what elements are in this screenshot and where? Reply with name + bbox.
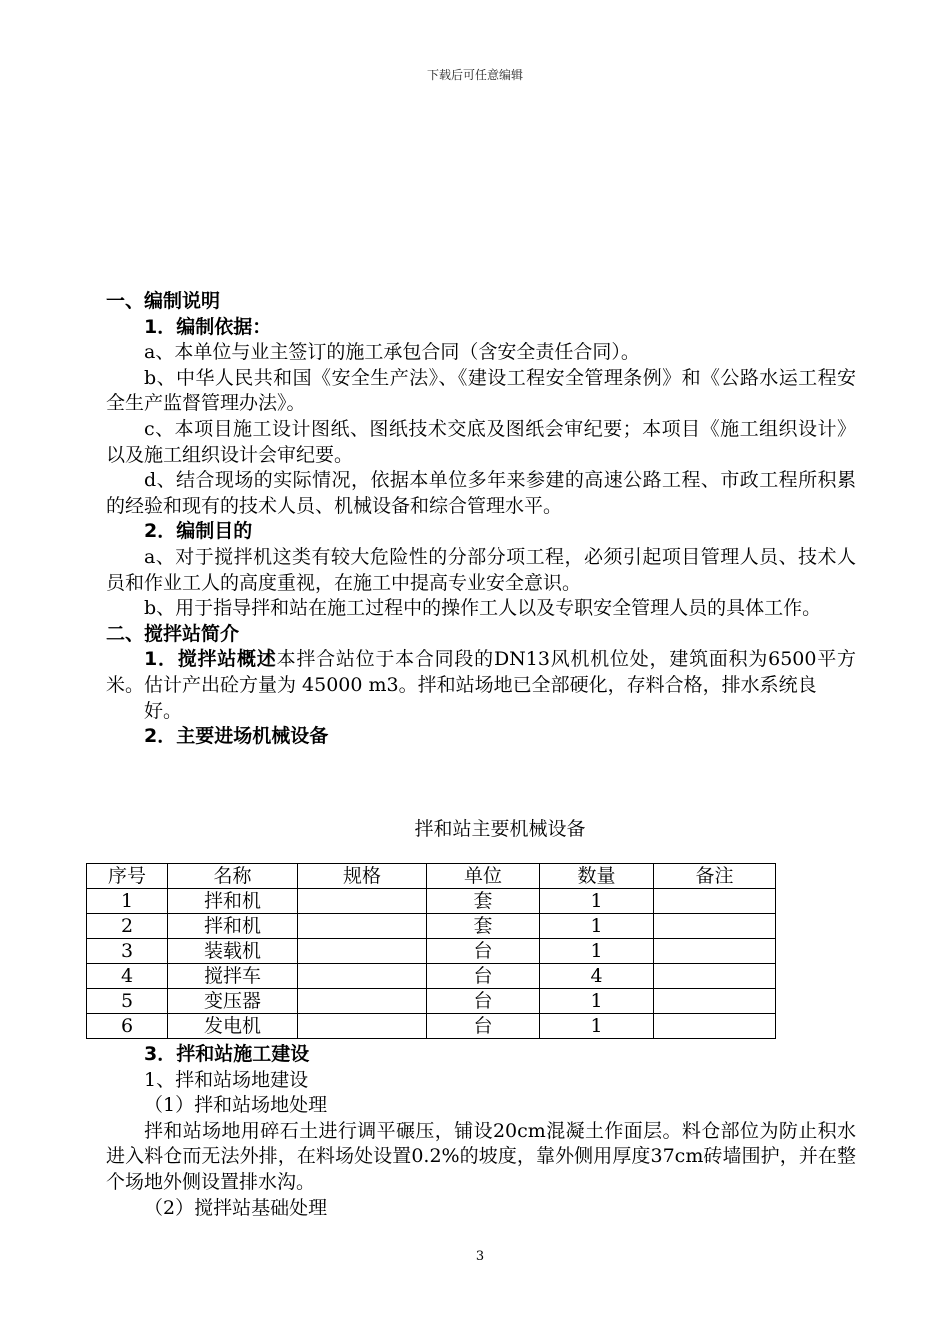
- paragraph: c、本项目施工设计图纸、图纸技术交底及图纸会审纪要；本项目《施工组织设计》以及施工组织设计会审纪要。: [106, 417, 856, 466]
- paragraph: a、对于搅拌机这类有较大危险性的分部分项工程，必须引起项目管理人员、技术人员和作业工人的高度重视，在施工中提高专业安全意识。: [106, 545, 856, 594]
- table-caption: 拌和站主要机械设备: [414, 818, 586, 840]
- table-cell: 2: [87, 914, 168, 939]
- table-cell: 名称: [168, 864, 298, 889]
- table-cell: 3: [87, 939, 168, 964]
- table-cell: 套: [427, 889, 540, 914]
- table-row: [87, 939, 776, 964]
- section-title: 二、搅拌站简介: [106, 622, 240, 645]
- table-cell: 变压器: [168, 989, 298, 1014]
- paragraph: [106, 647, 856, 698]
- table-cell: 台: [427, 1014, 540, 1039]
- table-cell: 规格: [298, 864, 427, 889]
- document-body-continued: [106, 1042, 856, 1221]
- table-cell: 拌和机: [168, 889, 298, 914]
- table-cell: [298, 1014, 427, 1039]
- paragraph: b、中华人民共和国《安全生产法》、《建设工程安全管理条例》和《公路水运工程安全生产监督管理办法》。: [106, 366, 856, 415]
- table-cell: 备注: [654, 864, 776, 889]
- paragraph-text: 本拌合站位于本合同段的DN13风机机位处，建筑面积为6500平方米。估计产出砼方量为 45000 m3。拌和站场地已全部硬化，存料合格，排水系统良: [106, 648, 856, 696]
- table-cell: 拌和机: [168, 914, 298, 939]
- page-number: 3: [475, 1249, 485, 1264]
- table-cell: 发电机: [168, 1014, 298, 1039]
- paragraph: （2）搅拌站基础处理: [144, 1196, 328, 1219]
- paragraph: 拌和站场地用碎石土进行调平碾压，铺设20cm混凝土作面层。料仓部位为防止积水进入料仓而无法外排，在料场处设置0.2%的坡度，靠外侧用厚度37cm砖墙围护，并在整个场地外侧设置排水沟。: [106, 1119, 856, 1193]
- subsection-title: 2．主要进场机械设备: [144, 725, 329, 748]
- table-cell: [298, 989, 427, 1014]
- table-cell: 1: [540, 939, 654, 964]
- table-cell: 1: [540, 889, 654, 914]
- table-cell: 6: [87, 1014, 168, 1039]
- table-row: [87, 989, 776, 1014]
- table-cell: 1: [540, 1014, 654, 1039]
- table-row: [87, 1014, 776, 1039]
- document-body: [106, 289, 856, 750]
- table-cell: [654, 1014, 776, 1039]
- table-cell: [654, 989, 776, 1014]
- table-cell: 搅拌车: [168, 964, 298, 989]
- table-cell: [298, 889, 427, 914]
- table-row: [87, 889, 776, 914]
- inline-title: 1．搅拌站概述: [144, 648, 277, 671]
- subsection-title: 3．拌和站施工建设: [144, 1043, 310, 1065]
- table-cell: 单位: [427, 864, 540, 889]
- paragraph: 1、拌和站场地建设: [144, 1068, 309, 1091]
- equipment-table: [86, 863, 776, 1039]
- table-cell: 序号: [87, 864, 168, 889]
- table-cell: [654, 889, 776, 914]
- table-cell: 1: [540, 989, 654, 1014]
- paragraph: b、用于指导拌和站在施工过程中的操作工人以及专职安全管理人员的具体工作。: [144, 597, 822, 620]
- table-cell: [654, 964, 776, 989]
- table-cell: 台: [427, 989, 540, 1014]
- table-row: [87, 964, 776, 989]
- table-row: [87, 914, 776, 939]
- table-cell: 1: [87, 889, 168, 914]
- table-cell: 装载机: [168, 939, 298, 964]
- paragraph: a、本单位与业主签订的施工承包合同（含安全责任合同）。: [144, 341, 640, 364]
- table-cell: 5: [87, 989, 168, 1014]
- table-cell: 数量: [540, 864, 654, 889]
- section-title: 一、编制说明: [106, 290, 221, 312]
- table-cell: 台: [427, 964, 540, 989]
- table-cell: 套: [427, 914, 540, 939]
- page-header: 下载后可任意编辑: [426, 68, 523, 82]
- table-cell: [298, 914, 427, 939]
- table-cell: 4: [87, 964, 168, 989]
- table-header-row: [87, 864, 776, 889]
- table-cell: 台: [427, 939, 540, 964]
- table-cell: [654, 914, 776, 939]
- table-cell: 1: [540, 914, 654, 939]
- paragraph: （1）拌和站场地处理: [144, 1094, 328, 1117]
- subsection-title: 2．编制目的: [144, 520, 253, 543]
- subsection-title: 1．编制依据：: [144, 315, 272, 338]
- table-cell: [298, 939, 427, 964]
- paragraph: 好。: [144, 699, 183, 722]
- table-cell: [298, 964, 427, 989]
- table-cell: [654, 939, 776, 964]
- paragraph: d、结合现场的实际情况，依据本单位多年来参建的高速公路工程、市政工程所积累的经验和现有的技术人员、机械设备和综合管理水平。: [106, 469, 856, 517]
- table-cell: 4: [540, 964, 654, 989]
